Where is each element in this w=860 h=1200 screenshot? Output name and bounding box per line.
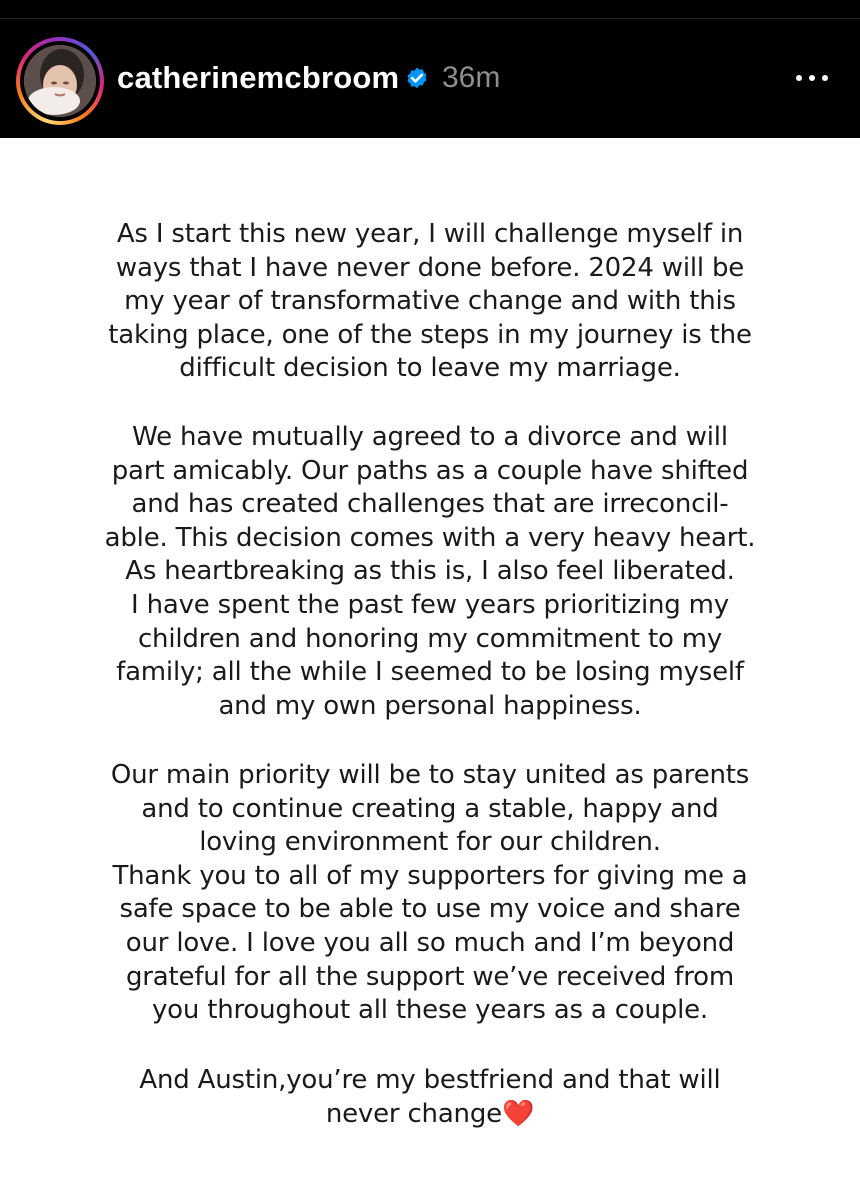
verified-badge-icon <box>404 66 430 92</box>
red-heart-emoji: ❤️ <box>501 1098 535 1129</box>
post-image <box>0 138 860 1200</box>
statement-paragraph-3: Our main priority will be to stay united as parents and to continue creating a stable, happy and loving environment for our children. Thank you to all of my supporters for giving me a safe space to be able to use my voice and share our love. I love you all so much and I’m beyond grateful for all the support we’ve received from you throughout all these years as a couple. <box>110 760 750 1026</box>
post-time: 36m <box>442 61 501 94</box>
closing-text: And Austin,you’re my bestfriend and that will never change <box>139 1065 721 1129</box>
more-dot <box>822 75 828 81</box>
more-dot <box>809 75 815 81</box>
username[interactable]: catherinemcbroom <box>117 60 400 95</box>
more-options-icon[interactable] <box>790 64 834 92</box>
top-divider <box>0 18 860 19</box>
more-dot <box>796 75 802 81</box>
statement-paragraph-2: We have mutually agreed to a divorce and will part amicably. Our paths as a couple have shifted and has created challenges that are irreconcil- able. This decision comes with a very heavy heart. As heartbreaking as this is, I also feel liberated. I have spent the past few years prioritizing my children and honoring my commitment to my family; all the while I seemed to be losing myself and my own personal happiness. <box>104 422 756 721</box>
statement-paragraph-1: As I start this new year, I will challenge myself in ways that I have never done before. 2024 will be my year of transformative change and with this taking place, one of the steps in my journey is the difficult decision to leave my marriage. <box>108 219 752 384</box>
avatar-photo <box>24 45 96 117</box>
post-header <box>0 0 860 138</box>
avatar <box>24 45 96 117</box>
statement-paragraph-4 <box>60 1064 800 1131</box>
story-ring-avatar[interactable] <box>16 37 104 125</box>
